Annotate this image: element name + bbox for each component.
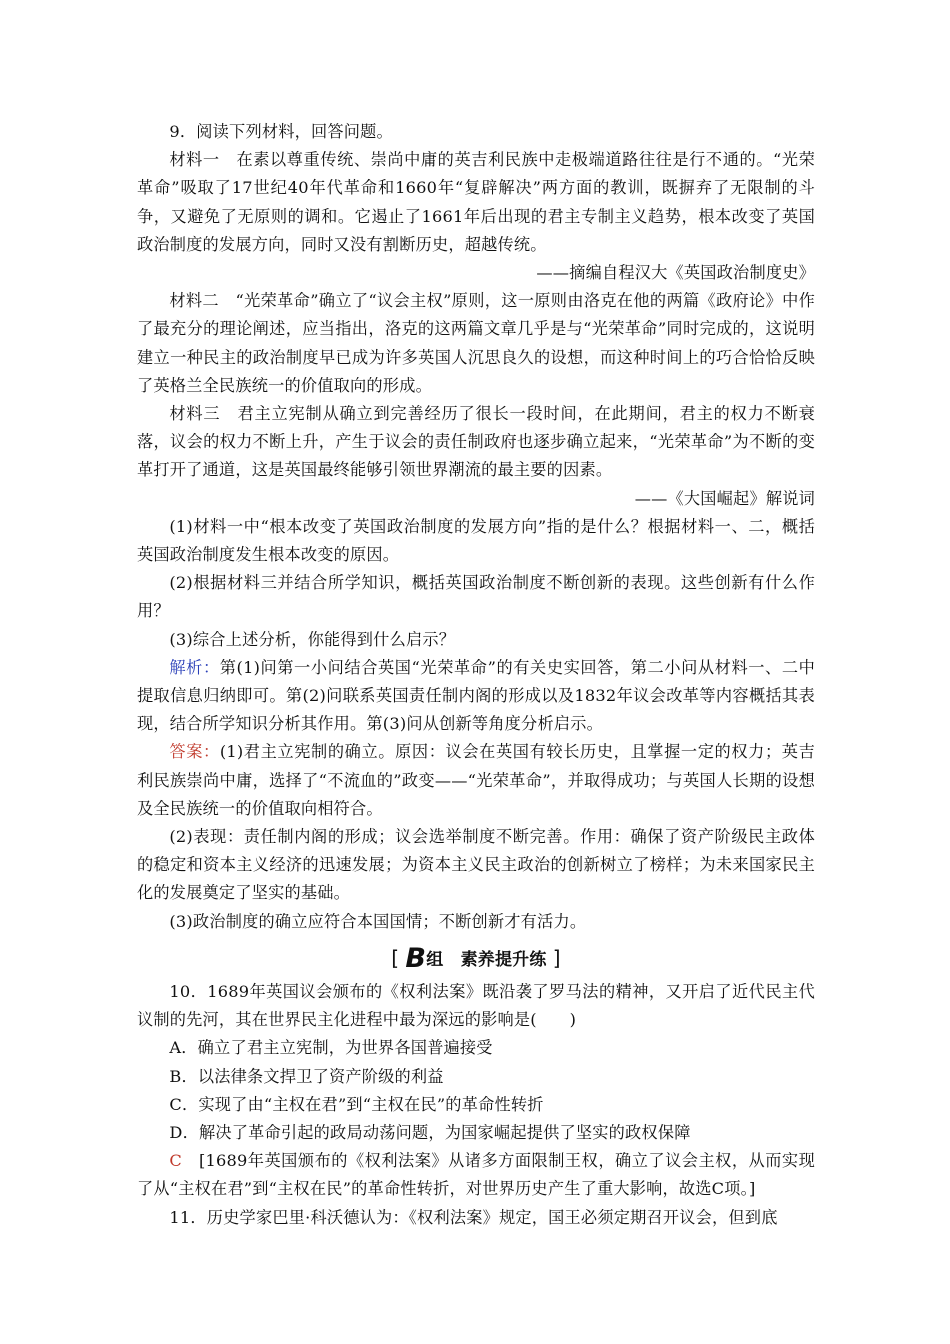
document-content: [137, 118, 815, 1232]
q9-answer-1: [137, 738, 815, 823]
material-3-source: ——《大国崛起》解说词: [634, 488, 815, 508]
section-letter: B: [405, 942, 427, 974]
q11-stem: 11．历史学家巴里·科沃德认为：《权利法案》规定，国王必须定期召开议会，但到底: [169, 1207, 778, 1227]
q10-option-d: D．解决了革命引起的政局动荡问题，为国家崛起提供了坚实的政权保障: [169, 1122, 691, 1142]
material-3-label: 材料三: [169, 404, 221, 424]
material-1-text: 在素以尊重传统、崇尚中庸的英吉利民族中走极端道路往往是行不通的。“光荣革命”吸取了17世纪40年代革命和1660年“复辟解决”两方面的教训，既摒弃了无限制的斗争，又避免了无原则的调和。它遏止了1661年后出现的君主专制主义趋势，根本改变了英国政治制度的发展方向，同时又没有割断历史，超越传统。: [137, 150, 816, 254]
q9-subquestion-2: (2)根据材料三并结合所学知识，概括英国政治制度不断创新的表现。这些创新有什么作用？: [137, 573, 815, 621]
q10-option-c: C．实现了由“主权在君”到“主权在民”的革命性转折: [169, 1094, 544, 1114]
q10-stem: 10．1689年英国议会颁布的《权利法案》既沿袭了罗马法的精神，又开启了近代民主代议制的先河，其在世界民主化进程中最为深远的影响是( ): [137, 981, 815, 1030]
material-3-text: 君主立宪制从确立到完善经历了很长一段时间，在此期间，君主的权力不断衰落，议会的权力不断上升，产生于议会的责任制政府也逐步确立起来，“光荣革命”为不断的变革打开了通道，这是英国最终能够引领世界潮流的最主要的因素。: [137, 404, 815, 480]
q9-stem: 9．阅读下列材料，回答问题。: [169, 122, 393, 141]
analysis-text: 第(1)问第一小问结合英国“光荣革命”的有关史实回答，第二小问从材料一、二中提取信息归纳即可。第(2)问联系英国责任制内阁的形成以及1832年议会改革等内容概括其表现，结合所学知识分析其作用。第(3)问从创新等角度分析启示。: [137, 657, 816, 734]
section-heading: [137, 938, 815, 978]
section-bracket-left: [: [391, 945, 400, 970]
q9-material-3: [137, 400, 815, 485]
section-bracket-right: ]: [552, 945, 561, 970]
answer-1-text: (1)君主立宪制的确立。原因：议会在英国有较长历史，且掌握一定的权力；英吉利民族崇尚中庸，选择了“不流血的”政变——“光荣革命”，并取得成功；与英国人长期的设想及全民族统一的价值取向相符合。: [137, 742, 816, 818]
q9-subquestion-3: (3)综合上述分析，你能得到什么启示？: [169, 629, 456, 649]
q9-analysis: [137, 654, 815, 739]
q9-subquestion-1: (1)材料一中“根本改变了英国政治制度的发展方向”指的是什么？根据材料一、二，概括英国政治制度发生根本改变的原因。: [137, 516, 815, 565]
q9-material-2: [137, 287, 815, 400]
q9-answer-2: (2)表现：责任制内阁的形成；议会选举制度不断完善。作用：确保了资产阶级民主政体的稳定和资本主义经济的迅速发展；为资本主义民主政治的创新树立了榜样；为未来国家民主化的发展奠定了坚实的基础。: [137, 827, 815, 903]
analysis-label: 解析：: [169, 657, 220, 677]
material-2-text: “光荣革命”确立了“议会主权”原则，这一原则由洛克在他的两篇《政府论》中作了最充分的理论阐述，应当指出，洛克的这两篇文章几乎是与“光荣革命”同时完成的，这说明建立一种民主的政治制度早已成为许多英国人沉思良久的设想，而这种时间上的巧合恰恰反映了英格兰全民族统一的价值取向的形成。: [137, 291, 816, 395]
answer-label: 答案：: [169, 742, 220, 762]
material-2-label: 材料二: [169, 291, 219, 311]
q10-option-b: B．以法律条文捍卫了资产阶级的利益: [169, 1066, 444, 1086]
q9-material-1: [137, 146, 815, 259]
q9-answer-3: (3)政治制度的确立应符合本国国情；不断创新才有活力。: [169, 911, 587, 931]
q10-option-a: A．确立了君主立宪制，为世界各国普遍接受: [169, 1038, 493, 1058]
material-1-label: 材料一: [169, 150, 220, 170]
q10-answer-text: [1689年英国颁布的《权利法案》从诸多方面限制王权，确立了议会主权，从而实现了从“主权在君”到“主权在民”的革命性转折，对世界历史产生了重大影响，故选C项。]: [137, 1151, 815, 1199]
q10-answer: [137, 1147, 815, 1203]
section-title-text: 组 素养提升练: [426, 949, 547, 970]
material-1-source: ——摘编自程汉大《英国政治制度史》: [536, 263, 815, 283]
q10-answer-letter: C: [169, 1151, 182, 1171]
